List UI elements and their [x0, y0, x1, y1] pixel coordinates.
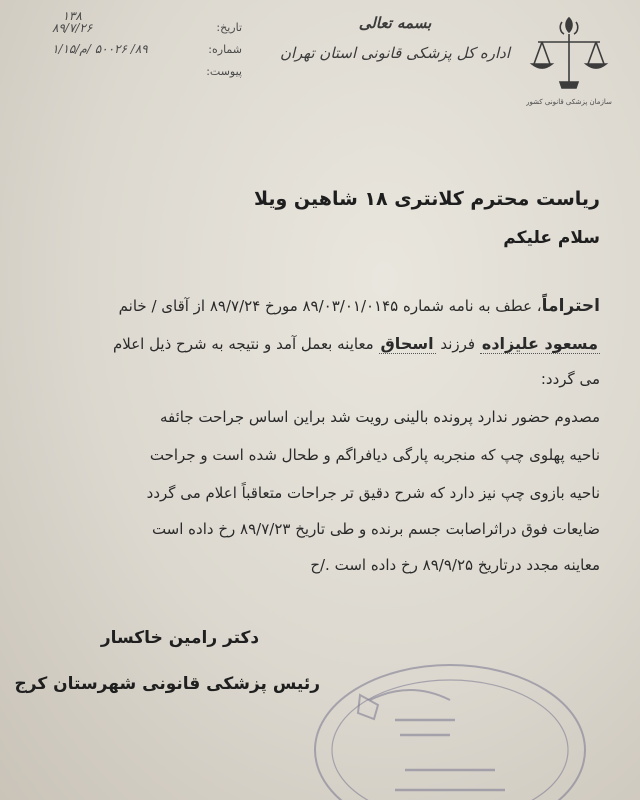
- number-label: شماره:: [208, 43, 242, 56]
- body-line: ناحیه بازوی چپ نیز دارد که شرح دقیق تر جراحات متعاقباً اعلام می گردد: [146, 484, 600, 502]
- greeting: سلام علیکم: [503, 228, 600, 248]
- examination-text: معاینه بعمل آمد و نتیجه به شرح ذیل اعلام: [112, 335, 374, 353]
- date-extra: ۱۳۸: [62, 9, 82, 23]
- body-line: معاینه مجدد درتاریخ ۸۹/۹/۲۵ رخ داده است ./ح: [310, 556, 600, 574]
- body-line: ناحیه پهلوی چپ که منجربه پارگی دیافراگم و طحال شده است و جراحت: [149, 446, 600, 464]
- body-line: مصدوم حضور ندارد پرونده بالینی رویت شد براین اساس جراحت جائفه: [159, 408, 600, 426]
- reference-line: [119, 296, 600, 316]
- letter-meta: [52, 9, 242, 78]
- date-value: ۸۹/۷/۲۶: [52, 21, 93, 35]
- body-line: ضایعات فوق دراثراصابت جسم برنده و طی تاریخ ۸۹/۷/۲۳ رخ داده است: [151, 520, 600, 538]
- signatory-name: دکتر رامین خاکسار: [100, 628, 260, 648]
- organization-header: [280, 14, 510, 62]
- number-value: ۸۹/ ۵۰۰۲۶ /م/۱/۱۵: [52, 42, 148, 56]
- organization-name: اداره کل پزشکی قانونی استان تهران: [279, 44, 510, 62]
- person-name: مسعود علیزاده: [481, 334, 598, 353]
- announce-line: می گردد:: [540, 370, 600, 388]
- meta-attachment-row: [52, 56, 242, 78]
- child-of-label: فرزند: [440, 335, 476, 353]
- attachment-label: پیوست:: [206, 65, 242, 78]
- emblem-caption: سازمان پزشکی قانونی کشور: [526, 98, 612, 106]
- date-label: تاریخ:: [216, 21, 242, 34]
- signatory-title: رئیس پزشکی قانونی شهرستان کرج: [14, 674, 320, 694]
- meta-date-row: [52, 9, 242, 35]
- father-name: اسحاق: [380, 334, 434, 353]
- meta-number-row: [52, 34, 242, 56]
- official-stamp-icon: [300, 640, 600, 800]
- basmala: بسمه تعالی: [358, 14, 432, 32]
- addressee: ریاست محترم کلانتری ۱۸ شاهین ویلا: [253, 188, 600, 210]
- reference-text: ، عطف به نامه شماره ۸۹/۰۳/۰۱/۰۱۴۵ مورخ ۸۹/۷/۲۴ از آقای / خانم: [118, 297, 542, 315]
- respect-word: احتراماً: [541, 296, 600, 316]
- subject-line: [113, 334, 600, 353]
- judiciary-emblem-icon: [526, 12, 612, 112]
